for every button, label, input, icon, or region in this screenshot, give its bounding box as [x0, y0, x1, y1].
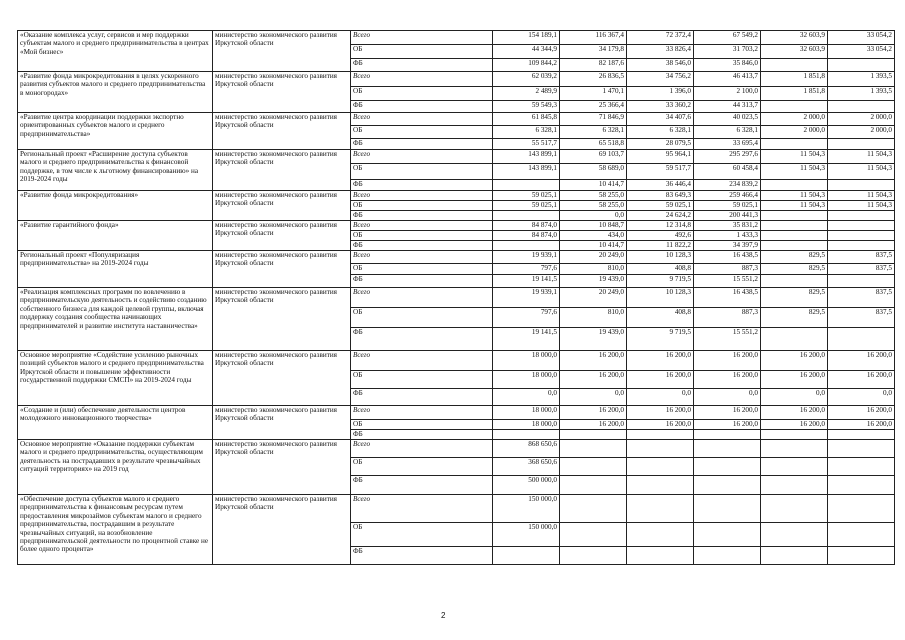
amount-cell: 2 000,0: [828, 126, 895, 139]
amount-cell: 16 438,5: [694, 288, 761, 308]
amount-cell: [761, 476, 828, 495]
measure-name-cell: «Развитие гарантийного фонда»: [18, 221, 213, 251]
amount-cell: 887,3: [694, 308, 761, 328]
amount-cell: 11 504,3: [828, 150, 895, 164]
amount-cell: [560, 495, 627, 523]
amount-cell: 20 249,0: [560, 288, 627, 308]
amount-cell: [761, 495, 828, 523]
funding-source-cell: Всего: [351, 440, 493, 458]
funding-source-cell: Всего: [351, 221, 493, 231]
amount-cell: [627, 523, 694, 547]
amount-cell: 16 200,0: [627, 351, 694, 371]
amount-cell: 16 200,0: [828, 351, 895, 371]
amount-cell: [761, 458, 828, 476]
amount-cell: 69 103,7: [560, 150, 627, 164]
amount-cell: 500 000,0: [493, 476, 560, 495]
amount-cell: [627, 458, 694, 476]
amount-cell: 1 851,8: [761, 72, 828, 87]
funding-source-cell: ОБ: [351, 308, 493, 328]
amount-cell: [560, 440, 627, 458]
amount-cell: 10 848,7: [560, 221, 627, 231]
amount-cell: 16 200,0: [560, 406, 627, 420]
funding-source-cell: ФБ: [351, 476, 493, 495]
amount-cell: [828, 59, 895, 72]
table-row: [18, 288, 895, 308]
amount-cell: 829,5: [761, 251, 828, 264]
amount-cell: 44 313,7: [694, 101, 761, 113]
funding-source-cell: ОБ: [351, 523, 493, 547]
amount-cell: 259 466,4: [694, 191, 761, 201]
amount-cell: 837,5: [828, 264, 895, 275]
table-row: [18, 72, 895, 87]
amount-cell: 82 187,6: [560, 59, 627, 72]
funding-source-cell: Всего: [351, 251, 493, 264]
amount-cell: [761, 547, 828, 565]
amount-cell: 2 100,0: [694, 87, 761, 101]
measure-name-cell: «Развитие фонда микрокредитования»: [18, 191, 213, 221]
amount-cell: 16 200,0: [560, 371, 627, 389]
amount-cell: 150 000,0: [493, 523, 560, 547]
funding-source-cell: ФБ: [351, 275, 493, 288]
funding-source-cell: ОБ: [351, 45, 493, 59]
amount-cell: 59 025,1: [493, 191, 560, 201]
amount-cell: 16 200,0: [828, 371, 895, 389]
amount-cell: 408,8: [627, 264, 694, 275]
measure-name-cell: «Создание и (или) обеспечение деятельности центров молодежного инновационного творчества»: [18, 406, 213, 440]
amount-cell: 829,5: [761, 308, 828, 328]
amount-cell: 10 128,3: [627, 288, 694, 308]
amount-cell: 6 328,1: [694, 126, 761, 139]
amount-cell: 234 839,2: [694, 180, 761, 191]
amount-cell: [828, 275, 895, 288]
amount-cell: 61 845,8: [493, 113, 560, 126]
funding-source-cell: ФБ: [351, 389, 493, 406]
measure-name-cell: Основное мероприятие «Содействие усилению рыночных позиций субъектов малого и среднего предпринимательства Иркутской области и повышение эффективности государственной поддержки СМСП» на 2019-2024 годы: [18, 351, 213, 406]
funding-source-cell: Всего: [351, 31, 493, 45]
amount-cell: 16 200,0: [761, 351, 828, 371]
amount-cell: 19 439,0: [560, 328, 627, 351]
amount-cell: 44 344,9: [493, 45, 560, 59]
amount-cell: [560, 458, 627, 476]
table-row: [18, 31, 895, 45]
amount-cell: 11 504,3: [761, 191, 828, 201]
amount-cell: 33 054,2: [828, 31, 895, 45]
funding-source-cell: ОБ: [351, 264, 493, 275]
funding-source-cell: ФБ: [351, 139, 493, 150]
funding-source-cell: Всего: [351, 288, 493, 308]
amount-cell: [493, 211, 560, 221]
amount-cell: 154 189,1: [493, 31, 560, 45]
amount-cell: 11 504,3: [761, 201, 828, 211]
amount-cell: 59 025,1: [627, 201, 694, 211]
budget-table: [17, 30, 895, 565]
amount-cell: 16 200,0: [560, 420, 627, 430]
amount-cell: 6 328,1: [627, 126, 694, 139]
amount-cell: 434,0: [560, 231, 627, 241]
amount-cell: 34 397,9: [694, 241, 761, 251]
amount-cell: 109 844,2: [493, 59, 560, 72]
amount-cell: 60 458,4: [694, 164, 761, 180]
amount-cell: 46 413,7: [694, 72, 761, 87]
table-row: [18, 351, 895, 371]
amount-cell: 31 703,2: [694, 45, 761, 59]
amount-cell: 28 079,5: [627, 139, 694, 150]
amount-cell: 18 000,0: [493, 406, 560, 420]
amount-cell: 34 756,2: [627, 72, 694, 87]
amount-cell: 84 874,0: [493, 231, 560, 241]
amount-cell: 1 393,5: [828, 72, 895, 87]
amount-cell: 143 899,1: [493, 150, 560, 164]
amount-cell: 34 407,6: [627, 113, 694, 126]
amount-cell: 1 433,3: [694, 231, 761, 241]
amount-cell: 55 517,7: [493, 139, 560, 150]
amount-cell: 16 200,0: [828, 420, 895, 430]
amount-cell: 11 504,3: [761, 164, 828, 180]
executor-cell: министерство экономического развития Иркутской области: [213, 150, 351, 191]
amount-cell: [761, 328, 828, 351]
page-number: 2: [441, 611, 446, 620]
amount-cell: 295 297,6: [694, 150, 761, 164]
executor-cell: министерство экономического развития Иркутской области: [213, 495, 351, 565]
amount-cell: 19 439,0: [560, 275, 627, 288]
amount-cell: [694, 547, 761, 565]
amount-cell: [627, 430, 694, 440]
amount-cell: 16 200,0: [761, 371, 828, 389]
amount-cell: 65 518,8: [560, 139, 627, 150]
amount-cell: 67 549,2: [694, 31, 761, 45]
measure-name-cell: Основное мероприятие «Оказание поддержки субъектам малого и среднего предпринимательства, осуществляющим деятельность на пострадавших в результате чрезвычайных ситуаций территориях» на 2019 год: [18, 440, 213, 495]
amount-cell: 10 128,3: [627, 251, 694, 264]
amount-cell: 837,5: [828, 251, 895, 264]
funding-source-cell: Всего: [351, 351, 493, 371]
amount-cell: 35 846,0: [694, 59, 761, 72]
amount-cell: [828, 440, 895, 458]
amount-cell: [694, 476, 761, 495]
amount-cell: [560, 430, 627, 440]
amount-cell: [828, 458, 895, 476]
amount-cell: 62 039,2: [493, 72, 560, 87]
amount-cell: 16 200,0: [761, 406, 828, 420]
amount-cell: [828, 231, 895, 241]
amount-cell: 0,0: [627, 389, 694, 406]
amount-cell: [627, 495, 694, 523]
amount-cell: 12 314,8: [627, 221, 694, 231]
table-row: [18, 495, 895, 523]
amount-cell: [761, 523, 828, 547]
amount-cell: 887,3: [694, 264, 761, 275]
funding-source-cell: Всего: [351, 495, 493, 523]
amount-cell: 10 414,7: [560, 180, 627, 191]
amount-cell: 19 141,5: [493, 328, 560, 351]
amount-cell: 2 000,0: [761, 126, 828, 139]
amount-cell: [828, 211, 895, 221]
amount-cell: [761, 231, 828, 241]
amount-cell: [627, 440, 694, 458]
amount-cell: 71 846,9: [560, 113, 627, 126]
amount-cell: 829,5: [761, 288, 828, 308]
funding-source-cell: Всего: [351, 191, 493, 201]
amount-cell: [761, 101, 828, 113]
amount-cell: 33 054,2: [828, 45, 895, 59]
amount-cell: 9 719,5: [627, 328, 694, 351]
measure-name-cell: Региональный проект «Популяризация предпринимательства» на 2019-2024 годы: [18, 251, 213, 288]
executor-cell: министерство экономического развития Иркутской области: [213, 288, 351, 351]
amount-cell: [761, 440, 828, 458]
amount-cell: 36 446,4: [627, 180, 694, 191]
funding-source-cell: ОБ: [351, 231, 493, 241]
amount-cell: [761, 59, 828, 72]
executor-cell: министерство экономического развития Иркутской области: [213, 406, 351, 440]
amount-cell: 34 179,8: [560, 45, 627, 59]
amount-cell: 368 650,6: [493, 458, 560, 476]
amount-cell: 84 874,0: [493, 221, 560, 231]
amount-cell: [627, 476, 694, 495]
amount-cell: 58 255,0: [560, 191, 627, 201]
amount-cell: 1 851,8: [761, 87, 828, 101]
budget-table-body: [18, 31, 895, 565]
amount-cell: [761, 241, 828, 251]
amount-cell: 16 200,0: [828, 406, 895, 420]
amount-cell: 116 367,4: [560, 31, 627, 45]
amount-cell: 1 393,5: [828, 87, 895, 101]
table-row: [18, 406, 895, 420]
table-row: [18, 191, 895, 201]
amount-cell: 33 360,2: [627, 101, 694, 113]
amount-cell: 83 649,3: [627, 191, 694, 201]
amount-cell: [694, 523, 761, 547]
amount-cell: 19 939,1: [493, 251, 560, 264]
funding-source-cell: ФБ: [351, 211, 493, 221]
amount-cell: 810,0: [560, 308, 627, 328]
amount-cell: 0,0: [560, 211, 627, 221]
amount-cell: 33 826,4: [627, 45, 694, 59]
amount-cell: 797,6: [493, 308, 560, 328]
amount-cell: 19 939,1: [493, 288, 560, 308]
table-row: [18, 251, 895, 264]
amount-cell: 16 200,0: [694, 351, 761, 371]
amount-cell: [694, 458, 761, 476]
amount-cell: [828, 139, 895, 150]
amount-cell: [493, 430, 560, 440]
amount-cell: 15 551,2: [694, 328, 761, 351]
funding-source-cell: ФБ: [351, 430, 493, 440]
amount-cell: [828, 430, 895, 440]
amount-cell: [560, 523, 627, 547]
amount-cell: 38 546,0: [627, 59, 694, 72]
amount-cell: [828, 101, 895, 113]
measure-name-cell: «Реализация комплексных программ по вовлечению в предпринимательскую деятельность и содействию созданию собственного бизнеса для каждой целевой группы, включая поддержку создания сообщества начинающих предпринимателей и развитие института наставничества»: [18, 288, 213, 351]
amount-cell: 16 200,0: [694, 406, 761, 420]
measure-name-cell: Региональный проект «Расширение доступа субъектов малого и среднего предпринимательства к финансовой поддержке, в том числе к льготному финансированию» на 2019-2024 годы: [18, 150, 213, 191]
amount-cell: [828, 547, 895, 565]
amount-cell: 11 504,3: [828, 201, 895, 211]
measure-name-cell: «Оказание комплекса услуг, сервисов и мер поддержки субъектам малого и среднего предпринимательства в центрах «Мой бизнес»: [18, 31, 213, 72]
amount-cell: 143 899,1: [493, 164, 560, 180]
amount-cell: 18 000,0: [493, 420, 560, 430]
amount-cell: 11 504,3: [761, 150, 828, 164]
amount-cell: 16 200,0: [627, 371, 694, 389]
amount-cell: 59 549,3: [493, 101, 560, 113]
amount-cell: 11 504,3: [828, 164, 895, 180]
amount-cell: 0,0: [694, 389, 761, 406]
amount-cell: 58 689,0: [560, 164, 627, 180]
amount-cell: 868 650,6: [493, 440, 560, 458]
funding-source-cell: ОБ: [351, 371, 493, 389]
amount-cell: [761, 211, 828, 221]
measure-name-cell: «Развитие центра координации поддержки экспортно ориентированных субъектов малого и среднего предпринимательства»: [18, 113, 213, 150]
amount-cell: [694, 430, 761, 440]
executor-cell: министерство экономического развития Иркутской области: [213, 191, 351, 221]
amount-cell: [560, 547, 627, 565]
amount-cell: 35 831,2: [694, 221, 761, 231]
amount-cell: [828, 221, 895, 231]
funding-source-cell: ФБ: [351, 328, 493, 351]
amount-cell: 0,0: [761, 389, 828, 406]
amount-cell: 18 000,0: [493, 351, 560, 371]
amount-cell: 2 489,9: [493, 87, 560, 101]
measure-name-cell: «Развитие фонда микрокредитования в целях ускоренного развития субъектов малого и среднего предпринимательства в моногородах»: [18, 72, 213, 113]
executor-cell: министерство экономического развития Иркутской области: [213, 351, 351, 406]
amount-cell: [761, 180, 828, 191]
amount-cell: [828, 241, 895, 251]
amount-cell: 26 836,5: [560, 72, 627, 87]
executor-cell: министерство экономического развития Иркутской области: [213, 440, 351, 495]
amount-cell: 6 328,1: [493, 126, 560, 139]
executor-cell: министерство экономического развития Иркутской области: [213, 31, 351, 72]
amount-cell: [761, 275, 828, 288]
funding-source-cell: ФБ: [351, 547, 493, 565]
amount-cell: [761, 430, 828, 440]
amount-cell: 829,5: [761, 264, 828, 275]
funding-source-cell: Всего: [351, 113, 493, 126]
amount-cell: [493, 241, 560, 251]
amount-cell: 59 025,1: [694, 201, 761, 211]
amount-cell: [694, 440, 761, 458]
amount-cell: 0,0: [560, 389, 627, 406]
amount-cell: 0,0: [493, 389, 560, 406]
funding-source-cell: ОБ: [351, 126, 493, 139]
amount-cell: [627, 547, 694, 565]
amount-cell: [761, 221, 828, 231]
executor-cell: министерство экономического развития Иркутской области: [213, 113, 351, 150]
amount-cell: 15 551,2: [694, 275, 761, 288]
funding-source-cell: Всего: [351, 72, 493, 87]
amount-cell: 18 000,0: [493, 371, 560, 389]
funding-source-cell: Всего: [351, 150, 493, 164]
amount-cell: 16 200,0: [694, 420, 761, 430]
amount-cell: 11 504,3: [828, 191, 895, 201]
amount-cell: 19 141,5: [493, 275, 560, 288]
funding-source-cell: ОБ: [351, 164, 493, 180]
amount-cell: 810,0: [560, 264, 627, 275]
amount-cell: 16 438,5: [694, 251, 761, 264]
amount-cell: 200 441,3: [694, 211, 761, 221]
amount-cell: [828, 523, 895, 547]
amount-cell: 1 470,1: [560, 87, 627, 101]
amount-cell: 1 396,0: [627, 87, 694, 101]
amount-cell: 59 025,1: [493, 201, 560, 211]
amount-cell: 797,6: [493, 264, 560, 275]
funding-source-cell: ФБ: [351, 180, 493, 191]
funding-source-cell: ОБ: [351, 458, 493, 476]
amount-cell: 24 624,2: [627, 211, 694, 221]
executor-cell: министерство экономического развития Иркутской области: [213, 72, 351, 113]
amount-cell: [828, 476, 895, 495]
amount-cell: 2 000,0: [761, 113, 828, 126]
amount-cell: 59 517,7: [627, 164, 694, 180]
amount-cell: 10 414,7: [560, 241, 627, 251]
amount-cell: 95 964,1: [627, 150, 694, 164]
funding-source-cell: ОБ: [351, 87, 493, 101]
amount-cell: 492,6: [627, 231, 694, 241]
amount-cell: 16 200,0: [627, 406, 694, 420]
table-row: [18, 440, 895, 458]
executor-cell: министерство экономического развития Иркутской области: [213, 221, 351, 251]
amount-cell: 16 200,0: [694, 371, 761, 389]
table-row: [18, 150, 895, 164]
executor-cell: министерство экономического развития Иркутской области: [213, 251, 351, 288]
amount-cell: 16 200,0: [560, 351, 627, 371]
amount-cell: 20 249,0: [560, 251, 627, 264]
amount-cell: 11 822,2: [627, 241, 694, 251]
table-row: [18, 221, 895, 231]
measure-name-cell: «Обеспечение доступа субъектов малого и среднего предпринимательства к финансовым ресурсам путем предоставления микрозаймов субъектам малого и среднего предпринимательства, пострадавшим в результате чрезвычайных ситуаций, на возобновление предпринимательской деятельности по процентной ставке не более одного процента»: [18, 495, 213, 565]
amount-cell: 2 000,0: [828, 113, 895, 126]
amount-cell: 0,0: [828, 389, 895, 406]
amount-cell: 25 366,4: [560, 101, 627, 113]
amount-cell: 837,5: [828, 308, 895, 328]
amount-cell: 9 719,5: [627, 275, 694, 288]
amount-cell: [761, 139, 828, 150]
amount-cell: 16 200,0: [627, 420, 694, 430]
amount-cell: 33 695,4: [694, 139, 761, 150]
amount-cell: 6 328,1: [560, 126, 627, 139]
table-row: [18, 113, 895, 126]
amount-cell: 408,8: [627, 308, 694, 328]
funding-source-cell: ОБ: [351, 201, 493, 211]
amount-cell: 40 023,5: [694, 113, 761, 126]
amount-cell: 58 255,0: [560, 201, 627, 211]
amount-cell: [828, 328, 895, 351]
amount-cell: [828, 495, 895, 523]
funding-source-cell: Всего: [351, 406, 493, 420]
amount-cell: 32 603,9: [761, 45, 828, 59]
amount-cell: [694, 495, 761, 523]
amount-cell: 150 000,0: [493, 495, 560, 523]
amount-cell: 32 603,9: [761, 31, 828, 45]
funding-source-cell: ФБ: [351, 101, 493, 113]
amount-cell: 16 200,0: [761, 420, 828, 430]
funding-source-cell: ФБ: [351, 59, 493, 72]
amount-cell: [493, 180, 560, 191]
amount-cell: [828, 180, 895, 191]
amount-cell: 837,5: [828, 288, 895, 308]
amount-cell: [493, 547, 560, 565]
funding-source-cell: ФБ: [351, 241, 493, 251]
amount-cell: [560, 476, 627, 495]
funding-source-cell: ОБ: [351, 420, 493, 430]
amount-cell: 72 372,4: [627, 31, 694, 45]
